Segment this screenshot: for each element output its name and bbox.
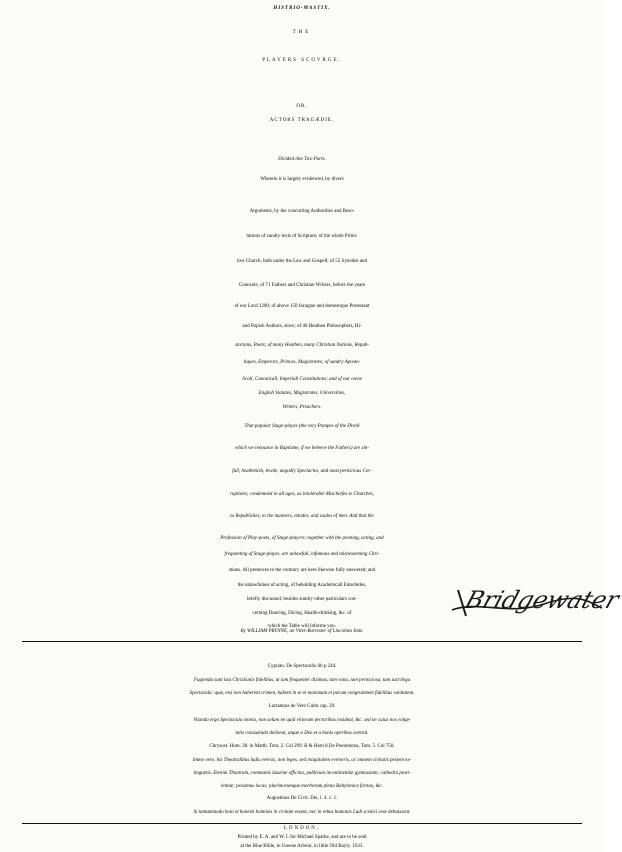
body-line: English Statutes, Magistrates, Universities, <box>258 391 346 396</box>
quote-line: Vitanda ergo Spectacula omnia, non solum ne quid vitiorum pectoribus insideat, &c. sed ne cuius nos volup- <box>193 718 411 723</box>
quote-line: tinguetis. Etenim Theatrum, communis luxuriæ officina, publicum incontinentiæ gymnasium; cathedra pesti- <box>193 771 411 776</box>
divider <box>22 641 582 642</box>
quote-line: lentiæ; pessimus locus; plurimorumque morborum plena Babylonica fornax, &c. <box>221 784 383 789</box>
body-line: of our Lord 1200; of above 150 foraigne and domestique Protestant <box>234 304 370 309</box>
imprint-line: Printed by E. A. and W. I. for Michael Sparke, and are to be sold <box>237 835 367 840</box>
second-line: to Republickes, to the manners, mindes, and soules of men. And that the <box>230 514 374 519</box>
second-line: That popular Stage-playes (the very Pompes of the Divell <box>244 424 360 429</box>
second-line: which we renounce in Baptisme, if we beleeve the Fathers) are sin- <box>234 446 370 451</box>
imprint-city: LONDON, <box>283 826 321 831</box>
divided-line: Divided into Two Parts. <box>278 157 326 162</box>
second-line: stians. All pretences to the contrary are here likewise fully answered; and <box>228 568 376 573</box>
body-line: Arguments, by the concurring Authorities and Reso- <box>249 209 355 214</box>
second-line: full, heathenish, lewde, ungodly Spectacles, and most pernicious Cor- <box>232 469 372 474</box>
imprint-line: at the Blue Bible, in Greene Arbour, in little Old Bayly. 1633. <box>240 844 364 849</box>
body-line: Writers, Preachers. <box>282 405 322 410</box>
title-or: OR, <box>296 104 308 109</box>
quote-line: Augustinus De Civit. Dei, l. 4. c. 1. <box>266 796 338 801</box>
body-line: tive Church, both under the Law and Gospell; of 55 Synodes and <box>237 259 367 264</box>
quote-line: Cyprian. De Spectaculis lib p 244. <box>267 664 337 669</box>
author-line: By WILLIAM PRYNNE, an Vtter-Barrester of Lincolnes Inne. <box>240 629 364 634</box>
quote-line: tatis consuetudo delineat, atque a Deo et a bonis operibus avertat. <box>235 731 369 736</box>
second-line: the unlawfulnes of acting, of beholding Academicall Enterludes, <box>237 583 367 588</box>
body-line: licall, Canonicall, Imperiall Constitutions; and of our owne <box>242 377 362 382</box>
second-line: ruptions; condemned in all ages, as intolerable Mischiefes to Churches, <box>230 492 374 497</box>
divider <box>22 823 582 824</box>
quote-line: Immo vero, his Theatralibus ludis eversis, non leges, sed iniquitatem everteris, ac omnem civitatis pestem ex- <box>192 758 412 763</box>
quote-line: Chrysost. Hom. 38. in Matth. Tom. 2. Col 299. B & Hom 8 De Poenitentia, Tom. 5. Col 750. <box>209 744 395 749</box>
body-line: lutions of sundry texts of Scripture; of the whole Primi- <box>246 234 358 239</box>
title-main: PLAYERS SCOVRGE, <box>262 58 342 63</box>
quote-line: Si tantummodo boni et honesti homines in civitate essent, nec in rebus humanis Ludi scenici esse debuissent. <box>193 810 411 815</box>
signature-text: Bridgewater <box>461 586 622 614</box>
body-line: storians, Poets; of many Heathen, many Christian Nations, Repub- <box>234 343 370 348</box>
second-line: cerning Dancing, Dicing, Health-drinking, &c. of <box>252 611 352 616</box>
body-line: Councels; of 71 Fathers and Christian Writers, before the yeare <box>238 283 366 288</box>
second-line: Profession of Play-poets, of Stage-players; together with the penning, acting, and <box>220 536 384 541</box>
title-sub: ACTORS TRAGÆDIE, <box>269 118 335 123</box>
second-line: which the Table will informe you. <box>268 624 336 629</box>
quote-line: Spectacula: quæ, etsi non haberent crimen, habent in se et maximam et parum congruentem fidelibus vanitatem. <box>189 691 415 696</box>
signature <box>448 582 622 622</box>
second-line: briefly discussed; besides sundry other particulars con- <box>247 597 357 602</box>
second-line: frequenting of Stage-playes, are unlawfull, infamous and misbeseeming Chri- <box>224 552 380 557</box>
body-line: liques, Emperors, Princes, Magistrates; of sundry Aposto- <box>243 360 361 365</box>
body-line: and Popish Authors, since; of 40 Heathen Philosophers, Hi- <box>242 324 362 329</box>
quote-line: Fugienda sunt ista Christianis fidelibus, ut iam frequenter diximus, tam vana, tam perniciosa, tam sacrilega <box>193 678 411 683</box>
running-title: HISTRIO-MASTIX. <box>273 6 331 11</box>
title-the: THE <box>292 30 312 35</box>
quote-line: Lactantius de Vero Cultu cap. 20. <box>268 704 336 709</box>
body-line: Wherein it is largely evidenced, by divers <box>260 177 344 182</box>
